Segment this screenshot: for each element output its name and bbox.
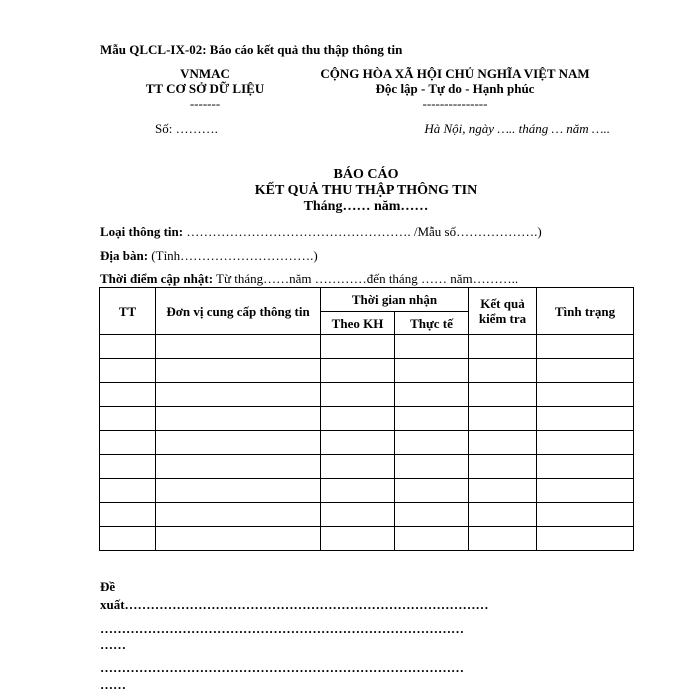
table-cell[interactable] [469, 455, 537, 479]
table-cell[interactable] [537, 479, 634, 503]
org-name: VNMAC [180, 66, 230, 81]
area-field [100, 248, 318, 264]
table-row [100, 407, 634, 431]
table-cell[interactable] [321, 407, 395, 431]
table-row [100, 455, 634, 479]
table-cell[interactable] [469, 431, 537, 455]
table-cell[interactable] [537, 455, 634, 479]
table-cell[interactable] [469, 335, 537, 359]
col-check-result: Kết quả kiểm tra [469, 288, 537, 335]
table-cell[interactable] [321, 335, 395, 359]
table-cell[interactable] [537, 503, 634, 527]
proposal-line-5: ………………………………………………………………………… [100, 660, 464, 675]
table-cell[interactable] [100, 383, 156, 407]
update-time-field [100, 271, 518, 287]
table-cell[interactable] [321, 527, 395, 551]
info-type-field [100, 224, 542, 240]
table-cell[interactable] [156, 335, 321, 359]
table-cell[interactable] [321, 383, 395, 407]
table-cell[interactable] [321, 359, 395, 383]
update-time-label: Thời điểm cập nhật: [100, 271, 214, 286]
national-motto: Độc lập - Tự do - Hạnh phúc [375, 81, 535, 96]
table-row [100, 479, 634, 503]
table-cell[interactable] [100, 335, 156, 359]
proposal-line-4: …… [100, 637, 126, 652]
col-provider: Đơn vị cung cấp thông tin [156, 288, 321, 335]
proposal-line-1: Đề [100, 579, 116, 594]
table-cell[interactable] [395, 407, 469, 431]
table-cell[interactable] [156, 383, 321, 407]
table-cell[interactable] [469, 527, 537, 551]
table-cell[interactable] [469, 383, 537, 407]
table-row [100, 383, 634, 407]
table-cell[interactable] [537, 383, 634, 407]
org-unit: TT CƠ SỞ DỮ LIỆU [145, 81, 265, 96]
table-cell[interactable] [321, 431, 395, 455]
table-cell[interactable] [156, 503, 321, 527]
table-cell[interactable] [395, 431, 469, 455]
table-cell[interactable] [395, 455, 469, 479]
country-name: CỘNG HÒA XÃ HỘI CHỦ NGHĨA VIỆT NAM [320, 66, 590, 81]
col-plan: Theo KH [321, 312, 395, 335]
table-cell[interactable] [537, 431, 634, 455]
table-cell[interactable] [100, 479, 156, 503]
proposal-line-3: ………………………………………………………………………… [100, 621, 464, 636]
table-cell[interactable] [321, 479, 395, 503]
table-cell[interactable] [156, 479, 321, 503]
table-cell[interactable] [100, 503, 156, 527]
table-cell[interactable] [537, 335, 634, 359]
org-divider: ------- [189, 96, 221, 111]
form-code: Mẫu QLCL-IX-02: Báo cáo kết quả thu thập thông tin [100, 42, 403, 57]
table-cell[interactable] [100, 359, 156, 383]
motto-divider: --------------- [422, 96, 488, 111]
table-cell[interactable] [469, 479, 537, 503]
proposal-line-2: xuất………………………………………………………………………… [100, 597, 489, 612]
table-cell[interactable] [469, 359, 537, 383]
table-cell[interactable] [395, 479, 469, 503]
table-cell[interactable] [156, 359, 321, 383]
table-cell[interactable] [100, 431, 156, 455]
col-tt: TT [100, 288, 156, 335]
area-value: (Tỉnh………………………….) [148, 248, 318, 263]
table-row [100, 527, 634, 551]
col-status: Tình trạng [537, 288, 634, 335]
report-subtitle: KẾT QUẢ THU THẬP THÔNG TIN [254, 183, 478, 198]
col-actual: Thực tế [395, 312, 469, 335]
table-cell[interactable] [537, 407, 634, 431]
table-cell[interactable] [395, 503, 469, 527]
table-row [100, 335, 634, 359]
area-label: Địa bàn: [100, 248, 149, 263]
table-cell[interactable] [395, 335, 469, 359]
table-cell[interactable] [156, 527, 321, 551]
place-date: Hà Nội, ngày ….. tháng … năm ….. [424, 121, 610, 136]
info-type-value: ……………………………………………. /Mẫu số……………….) [183, 224, 542, 239]
table-cell[interactable] [395, 359, 469, 383]
info-table [99, 287, 634, 551]
table-row [100, 431, 634, 455]
report-number: Số: ………. [155, 121, 218, 136]
table-cell[interactable] [469, 407, 537, 431]
table-cell[interactable] [156, 455, 321, 479]
table-cell[interactable] [395, 527, 469, 551]
col-receive-time: Thời gian nhận [321, 288, 469, 312]
table-cell[interactable] [537, 359, 634, 383]
table-cell[interactable] [156, 431, 321, 455]
table-cell[interactable] [100, 527, 156, 551]
report-period: Tháng…… năm…… [303, 199, 429, 214]
report-title: BÁO CÁO [333, 167, 399, 182]
table-cell[interactable] [156, 407, 321, 431]
table-row [100, 359, 634, 383]
table-cell[interactable] [100, 455, 156, 479]
table-cell[interactable] [537, 527, 634, 551]
table-cell[interactable] [100, 407, 156, 431]
proposal-line-6: …… [100, 677, 126, 692]
table-cell[interactable] [469, 503, 537, 527]
update-time-value: Từ tháng……năm …………đến tháng …… năm……….. [213, 271, 519, 286]
table-cell[interactable] [321, 503, 395, 527]
table-cell[interactable] [395, 383, 469, 407]
info-type-label: Loại thông tin: [100, 224, 184, 239]
table-cell[interactable] [321, 455, 395, 479]
table-row [100, 503, 634, 527]
